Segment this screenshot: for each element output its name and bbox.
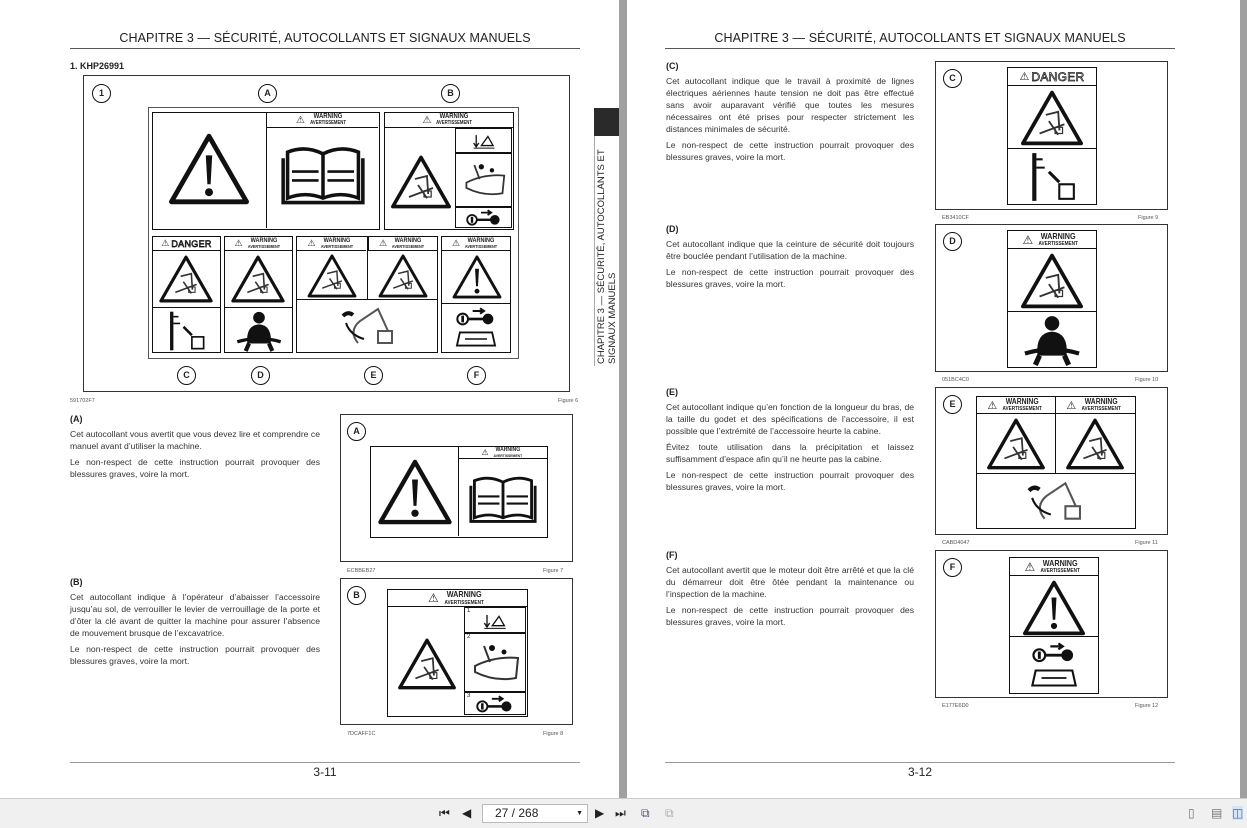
chevron-down-icon[interactable]: ▼ <box>576 810 583 817</box>
cab-strike-triangle-icon <box>1066 418 1124 470</box>
seatbelt-person-icon <box>1020 314 1084 366</box>
warning-header: ⚠ WARNING AVERTISSEMENT <box>977 397 1056 414</box>
warning-header: ⚠ WARNING AVERTISSEMENT <box>1008 231 1096 249</box>
alert-icon: ⚠ <box>452 238 461 248</box>
alert-icon: ⚠ <box>161 238 170 248</box>
paragraph: Le non-respect de cette instruction pourrait provoquer des blessures graves, voire la mort. <box>666 140 914 162</box>
figure-9 <box>935 61 1168 210</box>
sticker-e <box>976 396 1136 529</box>
figure-10 <box>935 224 1168 372</box>
paragraph: Cet autocollant indique que la ceinture de sécurité doit toujours être bouclée pendant l’utilisation de la machine. <box>666 239 914 261</box>
callout-a: A <box>347 422 366 441</box>
two-page-icon[interactable]: ◫ <box>1232 806 1244 820</box>
next-view-icon[interactable]: ⧉ <box>665 806 674 820</box>
alert-icon: ⚠ <box>1066 399 1077 412</box>
item-text <box>666 238 914 294</box>
divider <box>1008 148 1096 149</box>
callout-b: B <box>347 586 366 605</box>
step-number: 3 <box>467 693 471 699</box>
alert-icon: ⚠ <box>987 399 998 412</box>
danger-header: ⚠ DANGER <box>153 237 220 251</box>
warning-header: ⚠ WARNING AVERTISSEMENT <box>385 113 513 128</box>
paragraph: Le non-respect de cette instruction pourrait provoquer des blessures graves, voire la mort. <box>70 644 320 666</box>
paragraph: Cet autocollant avertit que le moteur doit être arrêté et que la clé du démarreur doit être ôtée pendant la maintenance ou l’inspection de la machine. <box>666 565 914 599</box>
section-title: 1. KHP26991 <box>70 61 125 71</box>
item-title: (E) <box>666 387 678 397</box>
warning-header: ⚠ WARNING AVERTISSEMENT <box>388 590 527 607</box>
figure-label: Figure 9 <box>1138 215 1159 221</box>
callout-d: D <box>251 366 270 385</box>
divider <box>1055 397 1056 473</box>
figure-label: Figure 12 <box>1135 703 1159 709</box>
prev-page-icon[interactable]: ◀ <box>462 806 472 820</box>
next-page-icon[interactable]: ▶ <box>595 806 605 820</box>
viewer-toolbar <box>0 798 1247 828</box>
callout-f: F <box>943 558 962 577</box>
cab-strike-triangle-icon <box>987 418 1045 470</box>
warning-header: ⚠ WARNING AVERTISSEMENT <box>225 237 292 251</box>
sticker-c <box>1007 67 1097 205</box>
step-number: 2 <box>467 634 471 640</box>
slow-operation-icon <box>1023 475 1087 527</box>
item-title: (F) <box>666 550 678 560</box>
item-text <box>666 75 914 167</box>
paragraph: Évitez toute utilisation dans la précipitation et laissez suffisamment d’espace afin qu’il ne heurte pas la cabine. <box>666 442 914 464</box>
figure-12 <box>935 550 1168 698</box>
callout-f: F <box>467 366 486 385</box>
item-title: (A) <box>70 414 83 424</box>
rollover-triangle-icon <box>1021 253 1083 309</box>
page-number: 3-12 <box>907 765 933 779</box>
paragraph: Le non-respect de cette instruction pourrait provoquer des blessures graves, voire la mort. <box>666 267 914 289</box>
page-display[interactable]: 27 / 268 <box>495 806 539 820</box>
alert-icon: ⚠ <box>1024 559 1036 574</box>
warning-triangle-icon <box>1023 580 1085 636</box>
danger-header: ⚠ DANGER <box>1008 68 1096 86</box>
page-header: CHAPITRE 3 — SÉCURITÉ, AUTOCOLLANTS ET SIGNAUX MANUELS <box>119 31 531 45</box>
alert-icon: ⚠ <box>295 114 305 126</box>
paragraph: Cet autocollant indique à l’opérateur d’abaisser l’accessoire jusqu’au sol, de verrouiller le levier de verrouillage de la porte et d’ôter la clé avant de quitter la machine pour assurer l’absence de mouvement brusque de l’excavatrice. <box>70 592 320 638</box>
sticker-f <box>1009 557 1099 694</box>
warning-header: ⚠ WARNING AVERTISSEMENT <box>297 237 366 251</box>
callout-c: C <box>177 366 196 385</box>
item-text <box>666 401 914 497</box>
warning-header: ⚠ WARNING AVERTISSEMENT <box>459 447 547 459</box>
page-number: 3-11 <box>313 765 337 779</box>
single-page-icon[interactable]: ▯ <box>1188 806 1195 820</box>
callout-e: E <box>364 366 383 385</box>
callout-1: 1 <box>92 84 111 103</box>
paragraph: Le non-respect de cette instruction pourrait provoquer des blessures graves, voire la mort. <box>666 470 914 492</box>
figure-code: 051BC4C0 <box>942 377 969 383</box>
alert-icon: ⚠ <box>1019 71 1030 83</box>
figure-code: EB3410CF <box>942 215 969 221</box>
alert-icon: ⚠ <box>427 591 439 605</box>
callout-c: C <box>943 69 962 88</box>
warning-header: ⚠ WARNING AVERTISSEMENT <box>1055 397 1135 414</box>
paragraph: Cet autocollant indique que le travail à proximité de lignes électriques aériennes haute tension ne doit pas être effectué sans avoir auparavant vérifié que toutes les mesures nécessaires ont été prises pour respecter strictement les distances minimales de sécurité. <box>666 76 914 134</box>
paragraph: Le non-respect de cette instruction pourrait provoquer des blessures graves, voire la mort. <box>666 605 914 627</box>
warning-header: ⚠ WARNING AVERTISSEMENT <box>267 113 378 128</box>
figure-code: ECBBEB27 <box>347 568 376 574</box>
figure-code: 591702F7 <box>70 398 95 404</box>
page-number-input[interactable] <box>482 804 588 823</box>
callout-a: A <box>258 84 277 103</box>
last-page-icon[interactable]: ⏭ <box>615 806 626 820</box>
divider <box>1008 311 1096 312</box>
item-text <box>666 564 914 632</box>
page-header: CHAPITRE 3 — SÉCURITÉ, AUTOCOLLANTS ET SIGNAUX MANUELS <box>714 31 1126 45</box>
figure-label: Figure 7 <box>543 568 564 574</box>
paragraph: Le non-respect de cette instruction pourrait provoquer des blessures graves, voire la mort. <box>70 457 320 479</box>
footer-divider <box>665 762 1175 763</box>
paragraph: Cet autocollant indique qu’en fonction de la longueur du bras, de la taille du godet et des spécifications de l’accessoire, il est possible que l’extrémité de l’accessoire heurte la cabine. <box>666 402 914 436</box>
manual-icon <box>1029 665 1079 691</box>
prev-view-icon[interactable]: ⧉ <box>641 806 650 820</box>
figure-label: Figure 11 <box>1135 540 1158 546</box>
alert-icon: ⚠ <box>379 238 388 248</box>
figure-code: 7DCAFF1C <box>347 731 376 737</box>
divider <box>977 473 1135 474</box>
callout-d: D <box>943 232 962 251</box>
item-title: (C) <box>666 61 679 71</box>
first-page-icon[interactable]: ⏮ <box>439 806 450 820</box>
power-line-triangle-icon <box>1021 90 1083 146</box>
divider <box>1010 636 1098 637</box>
continuous-icon[interactable]: ▤ <box>1211 806 1223 820</box>
sticker-d <box>1007 230 1097 368</box>
figure-label: Figure 10 <box>1135 377 1159 383</box>
alert-icon: ⚠ <box>307 238 316 248</box>
alert-icon: ⚠ <box>422 114 432 126</box>
warning-header: ⚠ WARNING AVERTISSEMENT <box>442 237 510 251</box>
step-number: 1 <box>467 608 471 614</box>
paragraph: Cet autocollant vous avertit que vous devez lire et comprendre ce manuel avant d’utiliser la machine. <box>70 429 320 451</box>
callout-b: B <box>441 84 460 103</box>
warning-header: ⚠ WARNING AVERTISSEMENT <box>1010 558 1098 576</box>
alert-icon: ⚠ <box>234 238 243 248</box>
alert-icon: ⚠ <box>1022 232 1034 247</box>
figure-11 <box>935 387 1168 535</box>
distance-icon <box>1026 151 1078 203</box>
chapter-side-tab[interactable]: CHAPITRE 3 — SÉCURITÉ, AUTOCOLLANTS ET SIGNAUX MANUELS <box>594 136 619 366</box>
figure-label: Figure 8 <box>543 731 564 737</box>
figure-code: CABD4047 <box>942 540 970 546</box>
alert-icon: ⚠ <box>481 448 489 457</box>
warning-header: ⚠ WARNING AVERTISSEMENT <box>368 237 437 251</box>
item-title: (B) <box>70 577 83 587</box>
callout-e: E <box>943 395 962 414</box>
figure-code: E177E6D0 <box>942 703 969 709</box>
item-title: (D) <box>666 224 679 234</box>
key-icon <box>1031 642 1077 664</box>
figure-label: Figure 6 <box>558 398 579 404</box>
